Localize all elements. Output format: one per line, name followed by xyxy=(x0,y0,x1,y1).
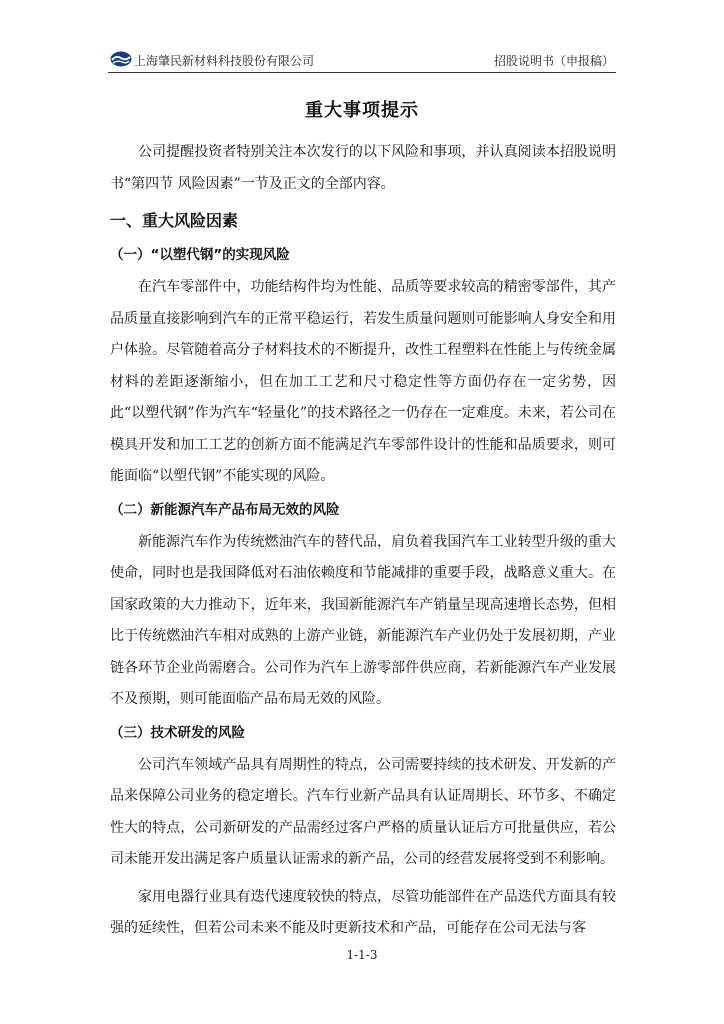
subsection-heading: （三）技术研发的风险 xyxy=(110,724,245,741)
document-body xyxy=(110,137,616,945)
subsection-paragraph: 在汽车零部件中，功能结构件均为性能、品质等要求较高的精密零部件，其产品质量直接影响到汽车的正常平稳运行，若发生质量问题则可能影响人身安全和用户体验。尽管随着高分子材料技术的不断提升，改性工程塑料在性能上与传统金属材料的差距逐渐缩小，但在加工工艺和尺寸稳定性等方面仍存在一定劣势，因此“以塑代钢”作为汽车“轻量化”的技术路径之一仍存在一定难度。未来，若公司在模具开发和加工工艺的创新方面不能满足汽车零部件设计的性能和品质要求，则可能面临“以塑代钢”不能实现的风险。 xyxy=(110,279,616,484)
subsection-paragraph: 新能源汽车作为传统燃油汽车的替代品，肩负着我国汽车工业转型升级的重大使命，同时也是我国降低对石油依赖度和节能减排的重要手段，战略意义重大。在国家政策的大力推动下，近年来，我国新能源汽车产销量呈现高速增长态势，但相比于传统燃油汽车相对成熟的上游产业链，新能源汽车产业仍处于发展初期，产业链各环节企业尚需磨合。公司作为汽车上游零部件供应商，若新能源汽车产业发展不及预期，则可能面临产品布局无效的风险。 xyxy=(110,533,616,707)
subsection-heading: （一）“以塑代钢”的实现风险 xyxy=(110,247,290,263)
subsection-paragraph: 公司汽车领域产品具有周期性的特点，公司需要持续的技术研发、开发新的产品来保障公司业务的稳定增长。汽车行业新产品具有认证周期长、环节多、不确定性大的特点，公司新研发的产品需经过客户严格的质量认证后方可批量供应，若公司未能开发出满足客户质量认证需求的新产品，公司的经营发展将受到不利影响。 xyxy=(110,756,616,867)
page-title: 重大事项提示 xyxy=(305,100,419,121)
intro-paragraph: 公司提醒投资者特别关注本次发行的以下风险和事项，并认真阅读本招股说明书“第四节 风险因素”一节及正文的全部内容。 xyxy=(110,144,616,192)
company-logo-icon xyxy=(110,51,132,67)
subsection-paragraph: 家用电器行业具有迭代速度较快的特点，尽管功能部件在产品迭代方面具有较强的延续性，但若公司未来不能及时更新技术和产品，可能存在公司无法与客 xyxy=(110,888,616,936)
document-type: 招股说明书（申报稿） xyxy=(493,54,614,68)
section-heading: 一、重大风险因素 xyxy=(110,211,239,230)
page-header xyxy=(108,46,616,73)
company-name: 上海肇民新材料科技股份有限公司 xyxy=(134,54,315,68)
subsection-heading: （二）新能源汽车产品布局无效的风险 xyxy=(110,501,340,518)
page-number: 1-1-3 xyxy=(346,948,378,962)
